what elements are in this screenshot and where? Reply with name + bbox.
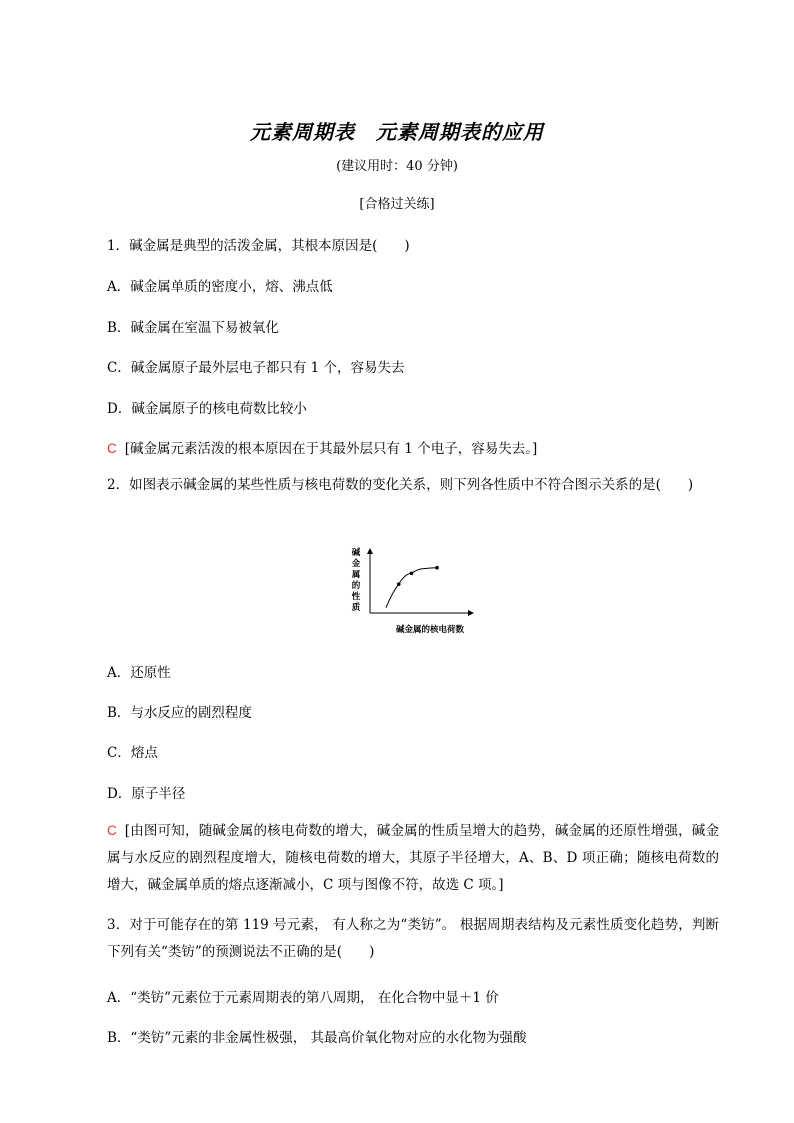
y-axis-label-char: 属	[351, 570, 361, 580]
y-axis-label-char: 的	[351, 581, 361, 591]
q1-answer-text: [碱金属元素活泼的根本原因在于其最外层只有 1 个电子，容易失去。]	[124, 441, 538, 457]
section-heading: [合格过关练]	[359, 197, 435, 212]
q3-option-a: A．“类钫”元素位于元素周期表的第八周期， 在化合物中显＋1 价	[107, 990, 499, 1006]
q2-option-d: D．原子半径	[107, 786, 186, 802]
q2-answer-text: [由图可知，随碱金属的核电荷数的增大，碱金属的性质呈增大的趋势，碱金属的还原性增强，碱金属与水反应的剧烈程度增大，随核电荷数的增大，其原子半径增大，A、B、D 项正确；随核电荷数的增大，碱金属单质的熔点逐渐减小，C 项与图像不符，故选 C 项。]	[107, 823, 719, 893]
x-axis-label: 碱金属的核电荷数	[395, 625, 465, 635]
y-axis-label-char: 质	[351, 603, 361, 613]
y-axis-label	[351, 547, 361, 613]
y-axis-label-char: 碱	[351, 548, 361, 558]
q1-option-d: D．碱金属原子的核电荷数比较小	[107, 401, 307, 417]
q1-option-a: A．碱金属单质的密度小，熔、沸点低	[107, 279, 333, 295]
q2-answer-letter: C	[107, 823, 117, 838]
q1-option-c: C．碱金属原子最外层电子都只有 1 个，容易失去	[107, 360, 405, 376]
q2-answer	[107, 817, 719, 899]
data-point	[410, 572, 414, 576]
page-title: 元素周期表 元素周期表的应用	[250, 120, 544, 144]
suggested-time: (建议用时：40 分钟)	[336, 159, 458, 174]
q3-option-b: B．“类钫”元素的非金属性极强， 其最高价氧化物对应的水化物为强酸	[107, 1030, 527, 1046]
y-axis-label-char: 性	[351, 592, 361, 602]
data-point	[435, 566, 439, 570]
data-point	[397, 582, 401, 586]
q2-option-b: B．与水反应的剧烈程度	[107, 705, 252, 721]
q1-answer-letter: C	[107, 441, 117, 456]
q1-stem: 1．碱金属是典型的活泼金属，其根本原因是( )	[107, 238, 410, 254]
property-trend-chart	[345, 545, 480, 640]
q2-stem: 2．如图表示碱金属的某些性质与核电荷数的变化关系，则下列各性质中不符合图示关系的是( )	[107, 477, 694, 493]
q2-option-a: A．还原性	[107, 665, 171, 681]
q3-stem: 3．对于可能存在的第 119 号元素， 有人称之为“类钫”。 根据周期表结构及元素性质变化趋势，判断下列有关“类钫”的预测说法不正确的是( )	[107, 917, 719, 960]
y-axis-label-char: 金	[351, 559, 361, 569]
q1-option-b: B．碱金属在室温下易被氧化	[107, 320, 279, 336]
q2-option-c: C．熔点	[107, 745, 158, 761]
q1-answer	[107, 437, 537, 457]
